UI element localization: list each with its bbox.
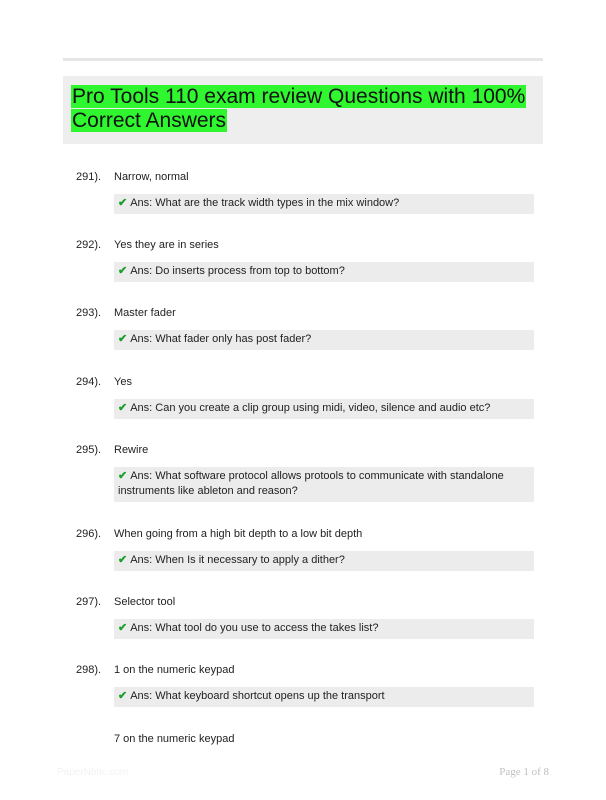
check-icon: ✔ [118,333,128,345]
item-text: Selector tool [114,596,176,608]
document-title [71,85,541,133]
answer-box [114,687,534,707]
item-number: 291). [76,171,102,183]
answer-box [114,262,534,282]
answer-prefix: Ans: [130,265,153,277]
item-text: 7 on the numeric keypad [114,733,235,745]
answer-prefix: Ans: [130,402,153,414]
check-icon: ✔ [118,470,128,482]
check-icon: ✔ [118,197,128,209]
check-icon: ✔ [118,265,128,277]
item-number: 295). [76,444,102,456]
answer-box [114,551,534,571]
answer-prefix: Ans: [130,554,153,566]
answer-text: When Is it necessary to apply a dither? [155,554,345,566]
item-text: Master fader [114,307,176,319]
top-divider [63,58,543,61]
item-text: Yes they are in series [114,239,219,251]
answer-prefix: Ans: [130,333,153,345]
answer-text: What fader only has post fader? [155,333,312,345]
item-number: 294). [76,376,102,388]
answer-prefix: Ans: [130,470,153,482]
item-text: Narrow, normal [114,171,189,183]
answer-box [114,399,534,419]
check-icon: ✔ [118,690,128,702]
item-text: Rewire [114,444,149,456]
page-number: Page 1 of 8 [499,766,549,778]
answer-box [114,467,534,502]
item-number: 296). [76,528,102,540]
answer-text: What software protocol allows protools to communicate with standalone instruments like ableton and reason? [118,470,504,497]
answer-box [114,619,534,639]
footer-watermark: PaperNbtic.com [57,767,129,778]
item-number: 293). [76,307,102,319]
answer-text: Do inserts process from top to bottom? [155,265,345,277]
answer-prefix: Ans: [130,690,153,702]
check-icon: ✔ [118,554,128,566]
item-text: 1 on the numeric keypad [114,664,235,676]
answer-text: What tool do you use to access the takes list? [155,622,379,634]
document-title-text: Pro Tools 110 exam review Questions with 100% Correct Answers [72,85,526,132]
answer-prefix: Ans: [130,622,153,634]
answer-text: What keyboard shortcut opens up the transport [155,690,385,702]
item-number: 297). [76,596,102,608]
answer-text: What are the track width types in the mix window? [155,197,400,209]
answer-box [114,194,534,214]
title-banner [63,76,543,144]
item-number: 292). [76,239,102,251]
check-icon: ✔ [118,622,128,634]
answer-prefix: Ans: [130,197,153,209]
answer-text: Can you create a clip group using midi, video, silence and audio etc? [155,402,491,414]
item-number: 298). [76,664,102,676]
item-text: Yes [114,376,132,388]
check-icon: ✔ [118,402,128,414]
answer-box [114,330,534,350]
item-text: When going from a high bit depth to a low bit depth [114,528,363,540]
